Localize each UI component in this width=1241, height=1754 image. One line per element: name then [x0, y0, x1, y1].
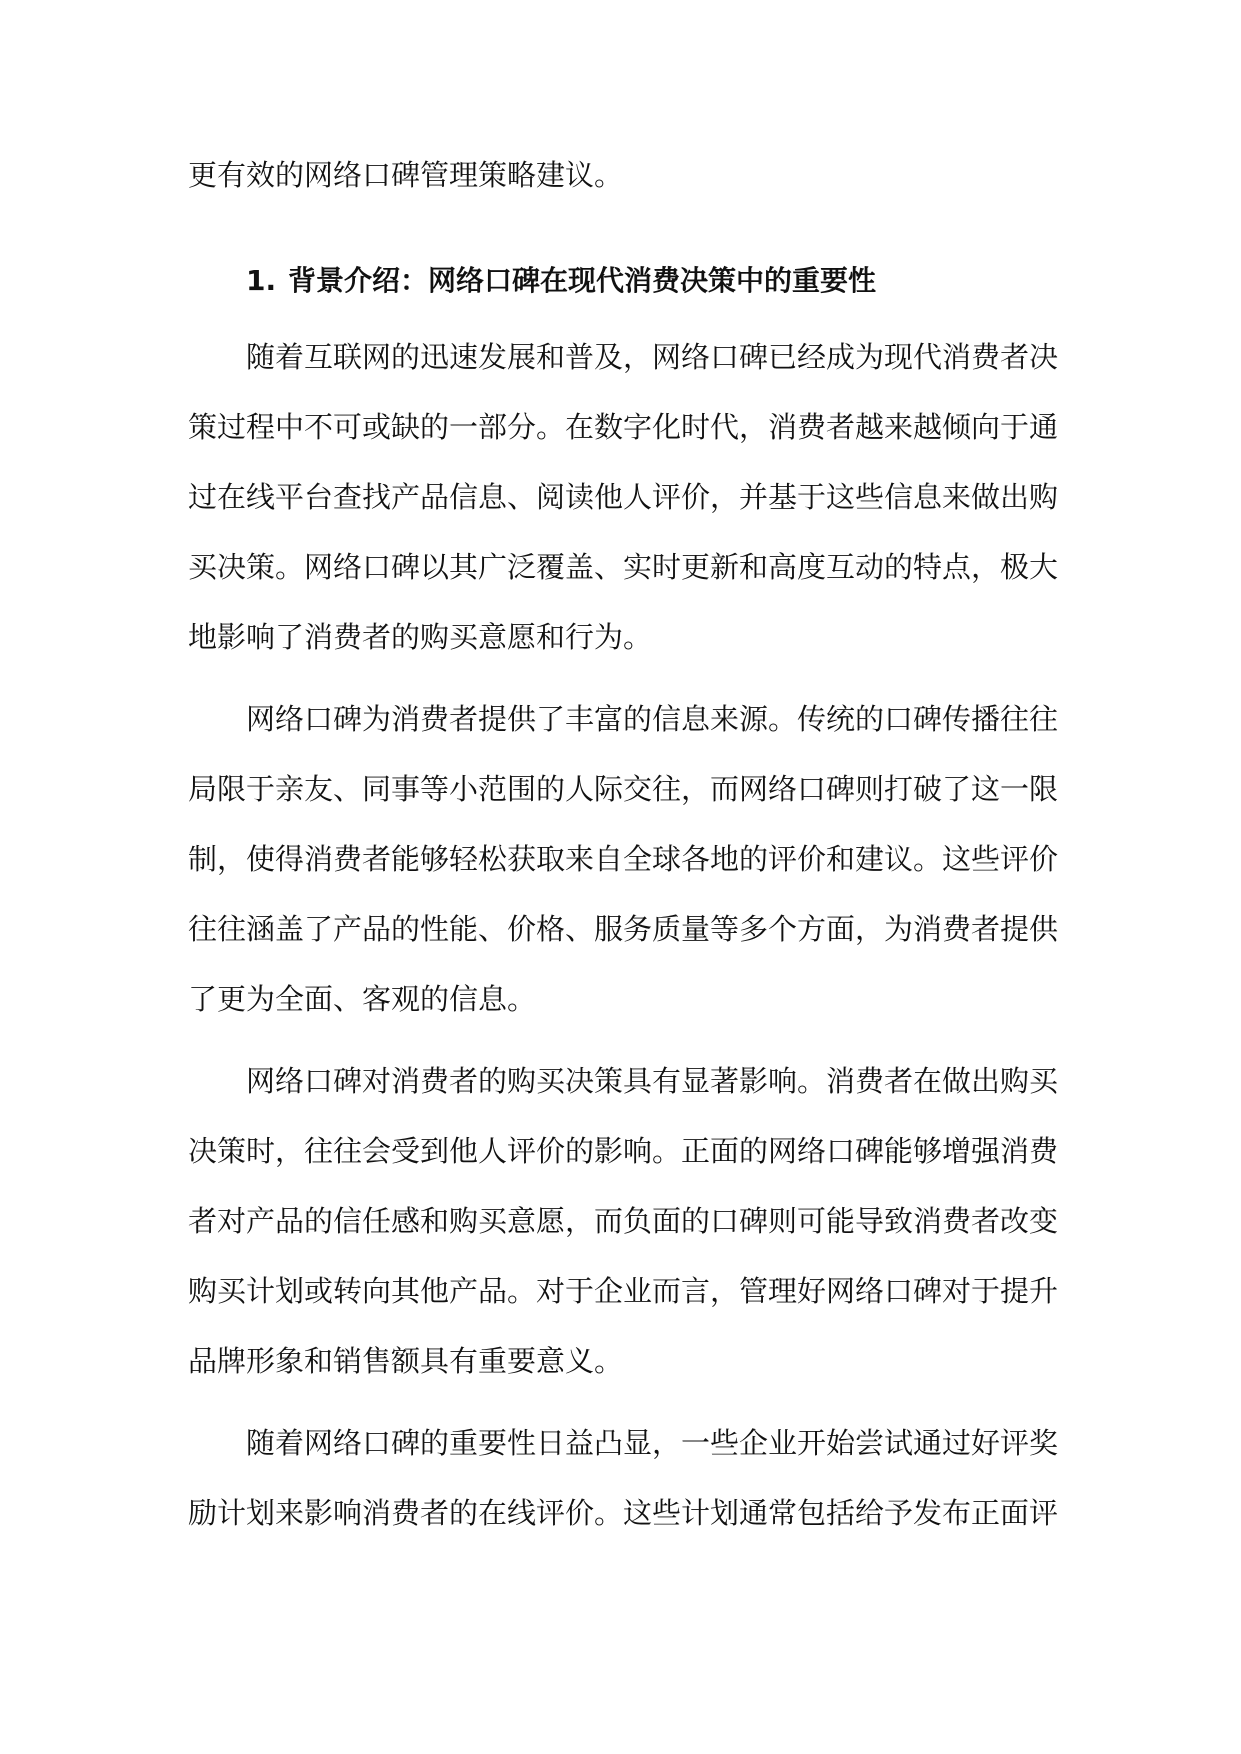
text-line: 往往涵盖了产品的性能、价格、服务质量等多个方面，为消费者提供 [188, 912, 1059, 946]
text-line: 策过程中不可或缺的一部分。在数字化时代，消费者越来越倾向于通 [188, 410, 1059, 444]
text-line: 制，使得消费者能够轻松获取来自全球各地的评价和建议。这些评价 [188, 842, 1059, 876]
section-heading [188, 246, 1050, 316]
document-body [188, 140, 1059, 1560]
text-line: 品牌形象和销售额具有重要意义。 [188, 1344, 624, 1378]
text-line: 网络口碑对消费者的购买决策具有显著影响。消费者在做出购买 [246, 1064, 1059, 1098]
text-line: 地影响了消费者的购买意愿和行为。 [188, 620, 653, 654]
text-line: 励计划来影响消费者的在线评价。这些计划通常包括给予发布正面评 [188, 1496, 1059, 1530]
text-line: 随着互联网的迅速发展和普及，网络口碑已经成为现代消费者决 [246, 340, 1059, 374]
text-line: 购买计划或转向其他产品。对于企业而言，管理好网络口碑对于提升 [188, 1274, 1059, 1308]
section-number: 1. [246, 264, 277, 297]
text-line: 局限于亲友、同事等小范围的人际交往，而网络口碑则打破了这一限 [188, 772, 1059, 806]
text-line: 随着网络口碑的重要性日益凸显，一些企业开始尝试通过好评奖 [246, 1426, 1059, 1460]
text-line: 了更为全面、客观的信息。 [188, 982, 537, 1016]
paragraph-4 [188, 1408, 1059, 1548]
paragraph-3 [188, 1046, 1059, 1396]
text-line: 买决策。网络口碑以其广泛覆盖、实时更新和高度互动的特点，极大 [188, 550, 1059, 584]
text-line: 决策时，往往会受到他人评价的影响。正面的网络口碑能够增强消费 [188, 1134, 1059, 1168]
text-line: 网络口碑为消费者提供了丰富的信息来源。传统的口碑传播往往 [246, 702, 1059, 736]
text-line: 者对产品的信任感和购买意愿，而负面的口碑则可能导致消费者改变 [188, 1204, 1059, 1238]
paragraph-1 [188, 322, 1059, 672]
text-line: 过在线平台查找产品信息、阅读他人评价，并基于这些信息来做出购 [188, 480, 1059, 514]
text-line: 更有效的网络口碑管理策略建议。 [188, 158, 624, 192]
paragraph-2 [188, 684, 1059, 1034]
intro-paragraph [188, 140, 1050, 210]
section-title: 背景介绍：网络口碑在现代消费决策中的重要性 [288, 264, 877, 297]
